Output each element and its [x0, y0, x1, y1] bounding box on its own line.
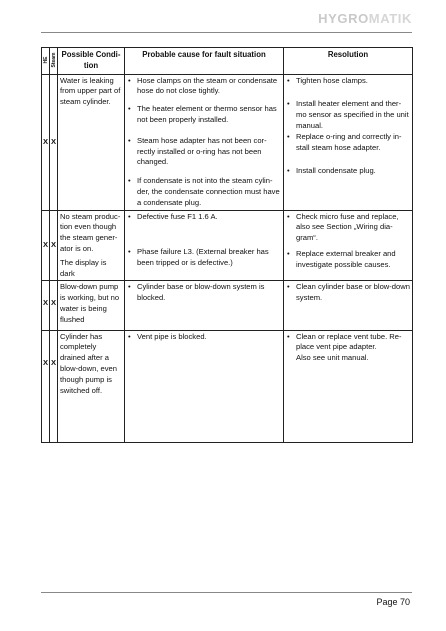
table-row: [42, 330, 413, 443]
troubleshooting-table: [41, 47, 413, 443]
logo-text-first: HYGRO: [318, 11, 369, 26]
resolution-cell: [284, 210, 413, 281]
resolution-cell: [284, 330, 413, 443]
resolution-item: • Check micro fuse and replace, also see Section „Wiring dia-gram“.: [286, 212, 410, 244]
cause-cell: [125, 210, 284, 281]
steam-mark: X: [50, 330, 58, 443]
resolution-text: Clean or replace vent tube. Re-place vent pipe adapter.: [296, 331, 402, 352]
cause-item: • Steam hose adapter has not been cor-rectly installed or o-ring has not been changed.: [127, 136, 281, 168]
resolution-item: • Install heater element and ther-mo sensor as specified in the unit manual.: [286, 99, 410, 131]
resolution-cell: [284, 281, 413, 330]
condition-cell: [58, 210, 125, 281]
header-resolution: Resolution: [284, 48, 413, 75]
cause-cell: [125, 330, 284, 443]
cause-item: • Cylinder base or blow-down system is blocked.: [127, 282, 281, 304]
condition-text-secondary: The display is dark: [60, 257, 107, 278]
condition-cell: Cylinder has completely drained after a blow-down, even though pump is switched off.: [58, 330, 125, 443]
cause-item: • Vent pipe is blocked.: [127, 332, 281, 343]
cause-item: • The heater element or thermo sensor has not been properly installed.: [127, 104, 281, 126]
cause-cell: [125, 74, 284, 210]
header-he: HE: [42, 48, 50, 75]
he-mark: X: [42, 74, 50, 210]
steam-mark: X: [50, 74, 58, 210]
cause-item: • Hose clamps on the steam or condensate hose do not close tightly.: [127, 76, 281, 98]
table-header-row: [42, 48, 413, 75]
resolution-cell: [284, 74, 413, 210]
he-mark: X: [42, 330, 50, 443]
steam-mark: X: [50, 281, 58, 330]
resolution-item: • Replace o-ring and correctly in-stall steam hose adapter.: [286, 132, 410, 154]
condition-cell: Blow-down pump is working, but no water is being flushed: [58, 281, 125, 330]
header-probable-cause: Probable cause for fault situation: [125, 48, 284, 75]
header-rule: [41, 32, 412, 33]
hygromatik-logo: [318, 11, 412, 26]
resolution-text-secondary: Also see unit manual.: [296, 353, 369, 363]
condition-text: No steam produc-tion even though the steam gener-ator is on.: [60, 211, 121, 253]
cause-cell: [125, 281, 284, 330]
resolution-item: • Tighten hose clamps.: [286, 76, 410, 87]
page-number: Page 70: [376, 597, 410, 607]
table-row: [42, 210, 413, 281]
he-mark: X: [42, 210, 50, 281]
logo-text-second: MATIK: [368, 11, 412, 26]
cause-item: • Defective fuse F1 1.6 A.: [127, 212, 281, 223]
condition-cell: Water is leaking from upper part of steam cylinder.: [58, 74, 125, 210]
he-mark: X: [42, 281, 50, 330]
cause-item: • If condensate is not into the steam cylin-der, the condensate connection must have a condensate plug.: [127, 176, 281, 208]
table-row: [42, 281, 413, 330]
header-steam: Steam: [50, 48, 58, 75]
steam-mark: X: [50, 210, 58, 281]
header-possible-condition: Possible Condi-tion: [58, 48, 125, 75]
resolution-item: • Replace external breaker and investigate possible causes.: [286, 249, 410, 271]
resolution-item: • Clean cylinder base or blow-down system.: [286, 282, 410, 304]
resolution-item: [286, 332, 410, 364]
table-row: [42, 74, 413, 210]
footer-rule: [41, 592, 412, 593]
resolution-item: • Install condensate plug.: [286, 166, 410, 177]
cause-item: • Phase failure L3. (External breaker has been tripped or is defective.): [127, 247, 281, 269]
